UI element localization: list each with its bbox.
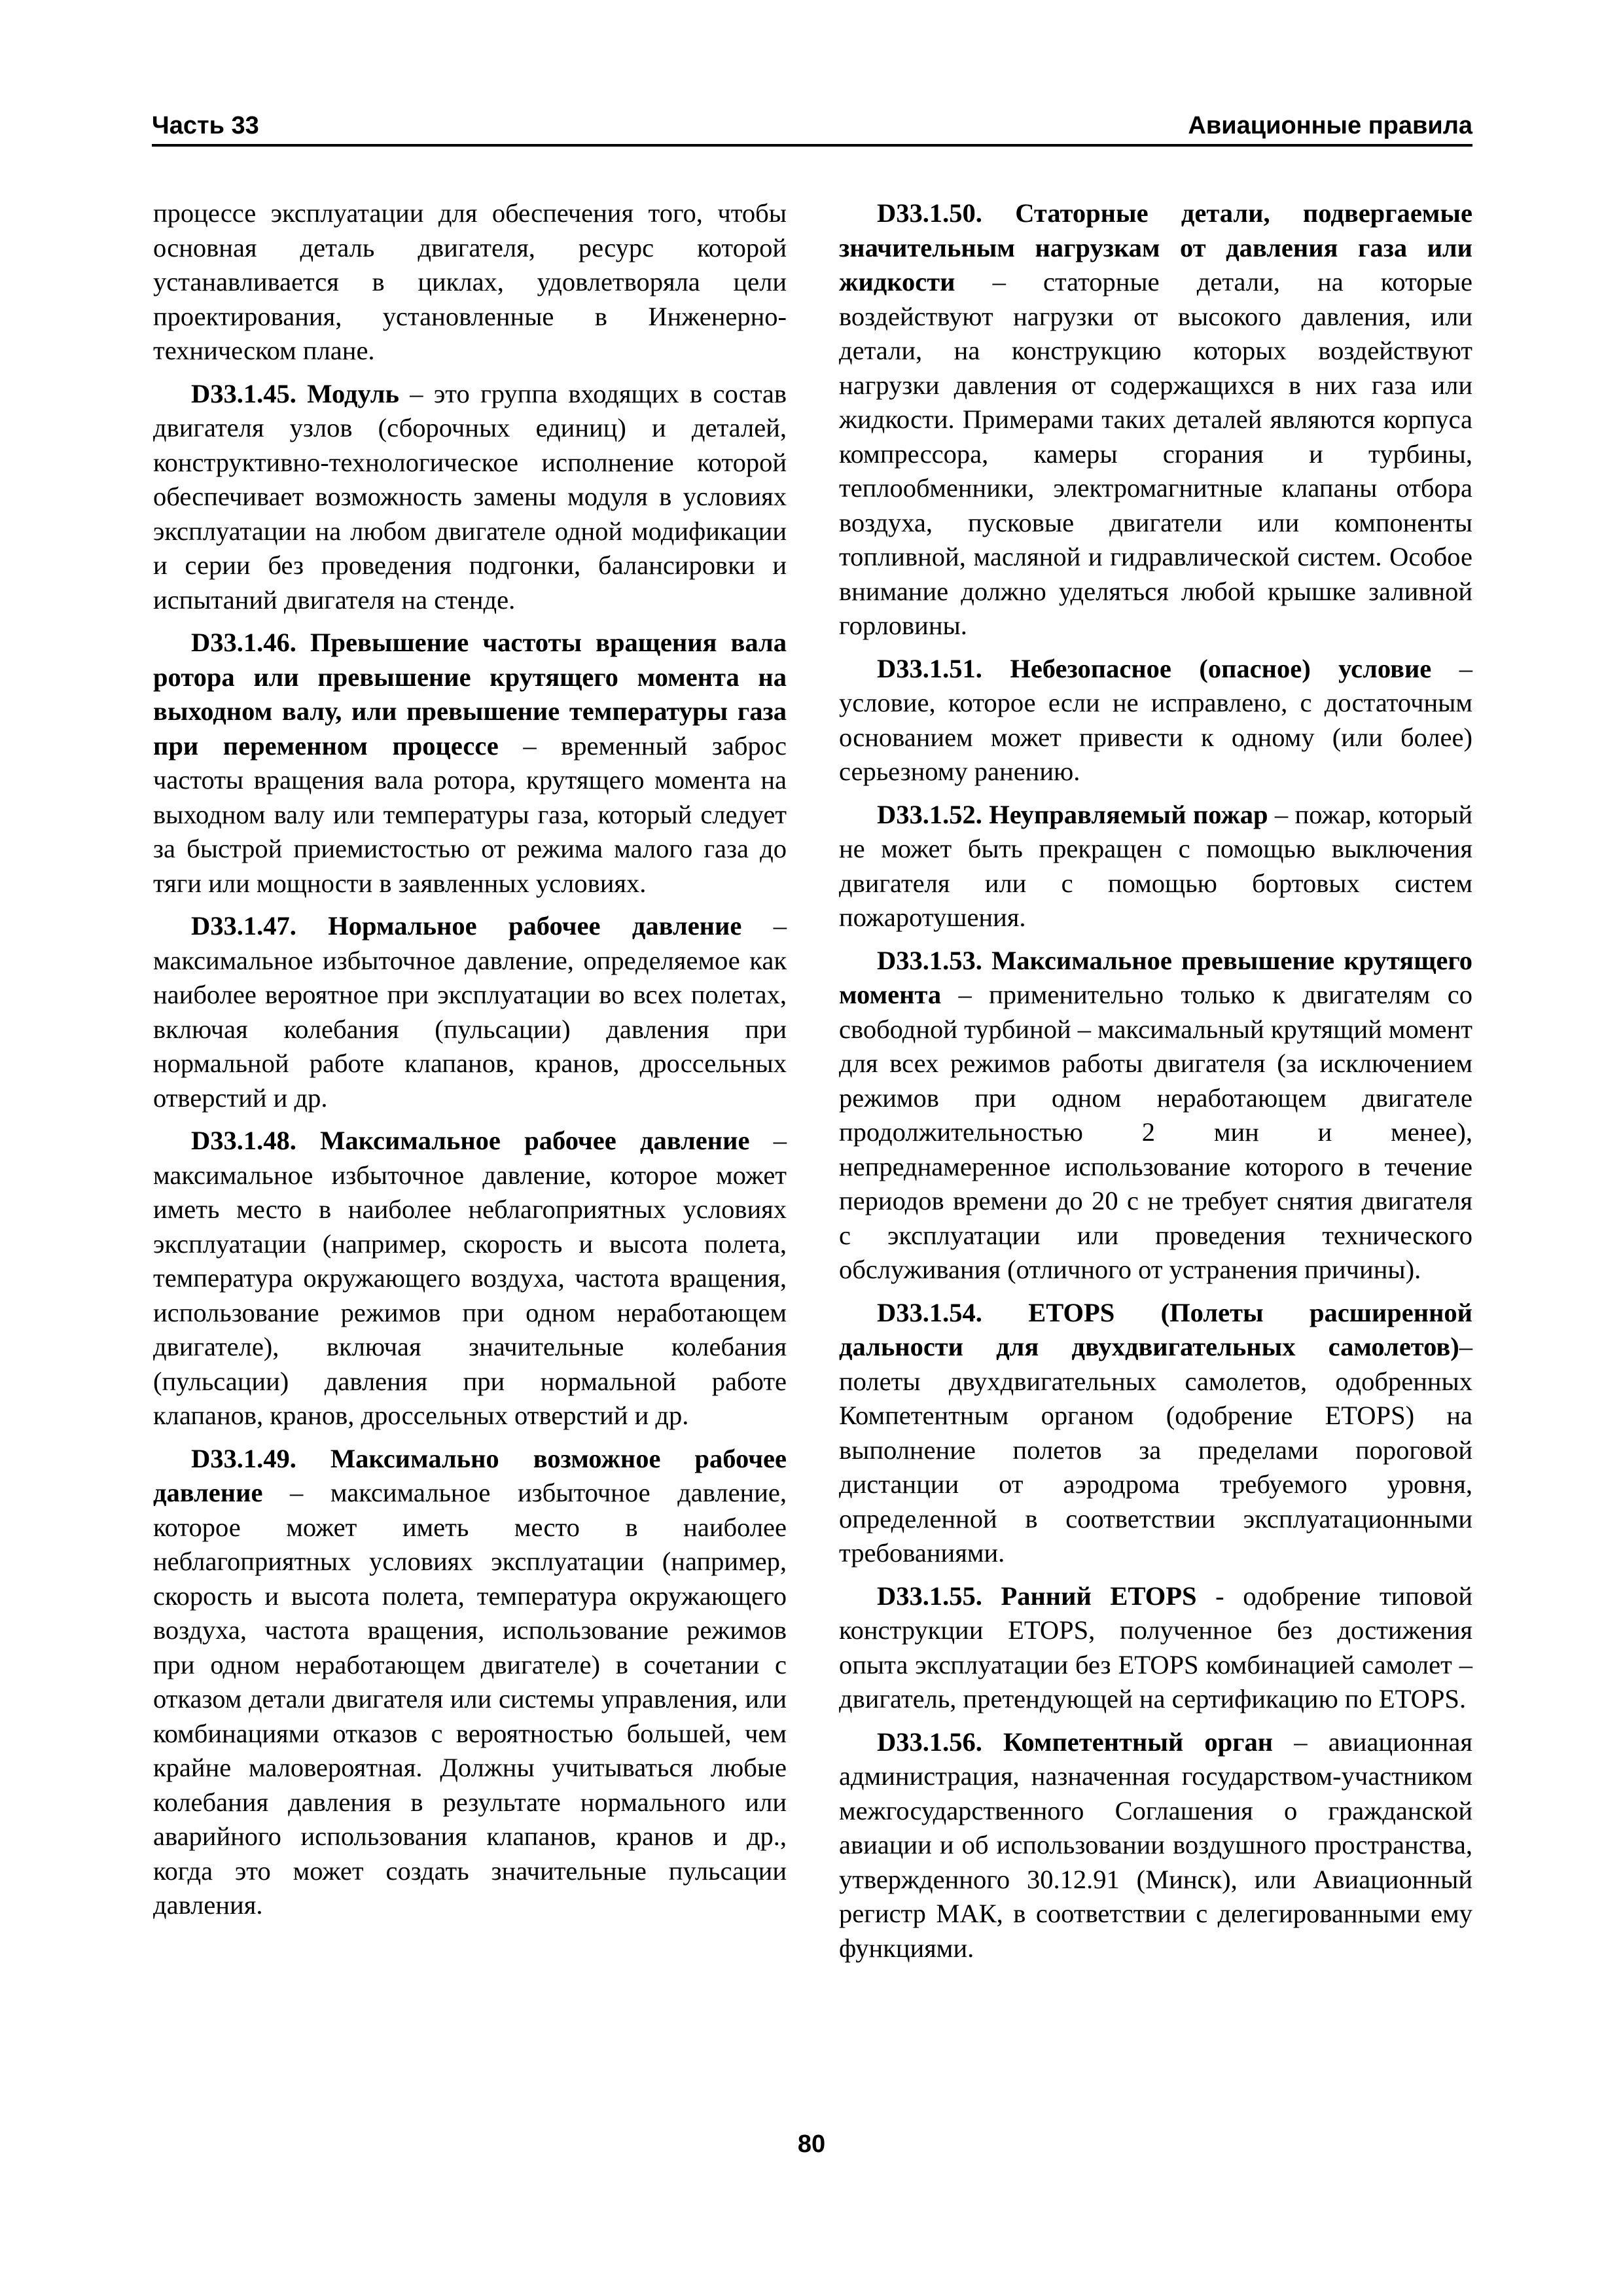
definition-text: – условие, которое если не исправлено, с достаточным основанием может привести к одному (или более) серьезному ранению. <box>839 653 1472 786</box>
definition-term: D33.1.45. Модуль <box>191 378 399 408</box>
definition-d33-1-50 <box>839 196 1472 643</box>
left-column <box>153 196 787 2160</box>
definition-term: D33.1.53. Максимальное превышение крутящего момента <box>839 945 1472 1009</box>
right-column <box>839 196 1472 2160</box>
definition-d33-1-55 <box>839 1579 1472 1717</box>
definition-text: – полеты двухдвигательных самолетов, одобренных Компетентным органом (одобрение ETOPS) на выполнение полетов за пределами пороговой дистанции от аэродрома требуемого уровня, определенной в соответствии эксплуатационными требованиями. <box>839 1332 1472 1568</box>
continuation-paragraph: процессе эксплуатации для обеспечения того, чтобы основная деталь двигателя, ресурс которой устанавливается в циклах, удовлетворяла цели проектирования, установленные в Инженерно-техническом плане. <box>153 198 787 365</box>
definition-d33-1-56 <box>839 1725 1472 1966</box>
definition-term: D33.1.55. Ранний ETOPS <box>877 1581 1197 1611</box>
definition-term: D33.1.54. ETOPS (Полеты расширенной дальности для двухдвигательных самолетов) <box>839 1297 1472 1361</box>
definition-text: – максимальное избыточное давление, которое может иметь место в наиболее неблагоприятных условиях эксплуатации (например, скорость и высота полета, температура окружающего воздуха, частота вращения, использование режимов при одном неработающем двигателе) в сочетании с отказом детали двигателя или системы управления, или комбинациями отказов с вероятностью большей, чем крайне маловероятная. Должны учитываться любые колебания давления в результате нормального или аварийного использования клапанов, кранов и др., когда это может создать значительные пульсации давления. <box>153 1478 787 1920</box>
definition-d33-1-52 <box>839 798 1472 935</box>
definition-text: – пожар, который не может быть прекращен с помощью выключения двигателя или с помощью бортовых систем пожаротушения. <box>839 799 1472 932</box>
definition-text: – авиационная администрация, назначенная государством-участником межгосударственного Соглашения о гражданской авиации и об использовании воздушного пространства, утвержденного 30.12.91 (Минск), или Авиационный регистр МАК, в соответствии с делегированными ему функциями. <box>839 1727 1472 1963</box>
definition-d33-1-49 <box>153 1442 787 1923</box>
definition-d33-1-45 <box>153 377 787 618</box>
definition-term: D33.1.47. Нормальное рабочее давление <box>191 911 742 941</box>
definition-term: D33.1.52. Неуправляемый пожар <box>877 799 1268 829</box>
definition-text: - одобрение типовой конструкции ETOPS, полученное без достижения опыта эксплуатации без ETOPS комбинацией самолет – двигатель, претендующей на сертификацию по ETOPS. <box>839 1581 1472 1713</box>
page-number: 80 <box>797 2130 826 2158</box>
page-header <box>152 105 1472 147</box>
header-part-label: Часть 33 <box>152 112 259 139</box>
definition-term: D33.1.50. Статорные детали, подвергаемые значительным нагрузкам от давления газа или жидкости <box>839 198 1472 296</box>
header-document-title: Авиационные правила <box>1188 112 1472 139</box>
definition-d33-1-47 <box>153 909 787 1115</box>
definition-d33-1-54 <box>839 1296 1472 1571</box>
definition-term: D33.1.49. Максимально возможное рабочее давление <box>153 1443 787 1507</box>
definition-d33-1-46 <box>153 626 787 901</box>
definition-term: D33.1.51. Небезопасное (опасное) условие <box>877 653 1432 683</box>
definition-term: D33.1.56. Компетентный орган <box>877 1727 1274 1757</box>
definition-d33-1-51 <box>839 652 1472 789</box>
definition-text: – статорные детали, на которые воздействуют нагрузки от высокого давления, или детали, на конструкцию которых воздействуют нагрузки давления от содержащихся в них газа или жидкости. Примерами таких деталей являются корпуса компрессора, камеры сгорания и турбины, теплообменники, электромагнитные клапаны отбора воздуха, пусковые двигатели или компоненты топливной, масляной и гидравлической систем. Особое внимание должно уделяться любой крышке заливной горловины. <box>839 267 1472 640</box>
definition-text: – временный заброс частоты вращения вала ротора, крутящего момента на выходном валу или температуры газа, который следует за быстрой приемистостью от режима малого газа до тяги или мощности в заявленных условиях. <box>153 730 787 898</box>
definition-d33-1-48 <box>153 1124 787 1433</box>
definition-term: D33.1.48. Максимальное рабочее давление <box>191 1126 750 1155</box>
definition-text: – максимальное избыточное давление, которое может иметь место в наиболее неблагоприятных условиях эксплуатации (например, скорость и высота полета, температура окружающего воздуха, частота вращения, использование режимов при одном неработающем двигателе), включая значительные колебания (пульсации) давления при нормальной работе клапанов, кранов, дроссельных отверстий и др. <box>153 1126 787 1430</box>
definition-term: D33.1.46. Превышение частоты вращения вала ротора или превышение крутящего момента на выходном валу, или превышение температуры газа при переменном процессе <box>153 628 787 761</box>
definition-text: – максимальное избыточное давление, определяемое как наиболее вероятное при эксплуатации во всех полетах, включая колебания (пульсации) давления при нормальной работе клапанов, кранов, дроссельных отверстий и др. <box>153 911 787 1113</box>
definition-d33-1-53 <box>839 944 1472 1287</box>
definition-text: – это группа входящих в состав двигателя узлов (сборочных единиц) и деталей, конструктивно-технологическое исполнение которой обеспечивает возможность замены модуля в условиях эксплуатации на любом двигателе одной модификации и серии без проведения подгонки, балансировки и испытаний двигателя на стенде. <box>153 378 787 615</box>
definition-text: – применительно только к двигателям со свободной турбиной – максимальный крутящий момент для всех режимов работы двигателя (за исключением режимов при одном неработающем двигателе продолжительностью 2 мин и менее), непреднамеренное использование которого в течение периодов времени до 20 с не требует снятия двигателя с эксплуатации или проведения технического обслуживания (отличного от устранения причины). <box>839 980 1473 1284</box>
